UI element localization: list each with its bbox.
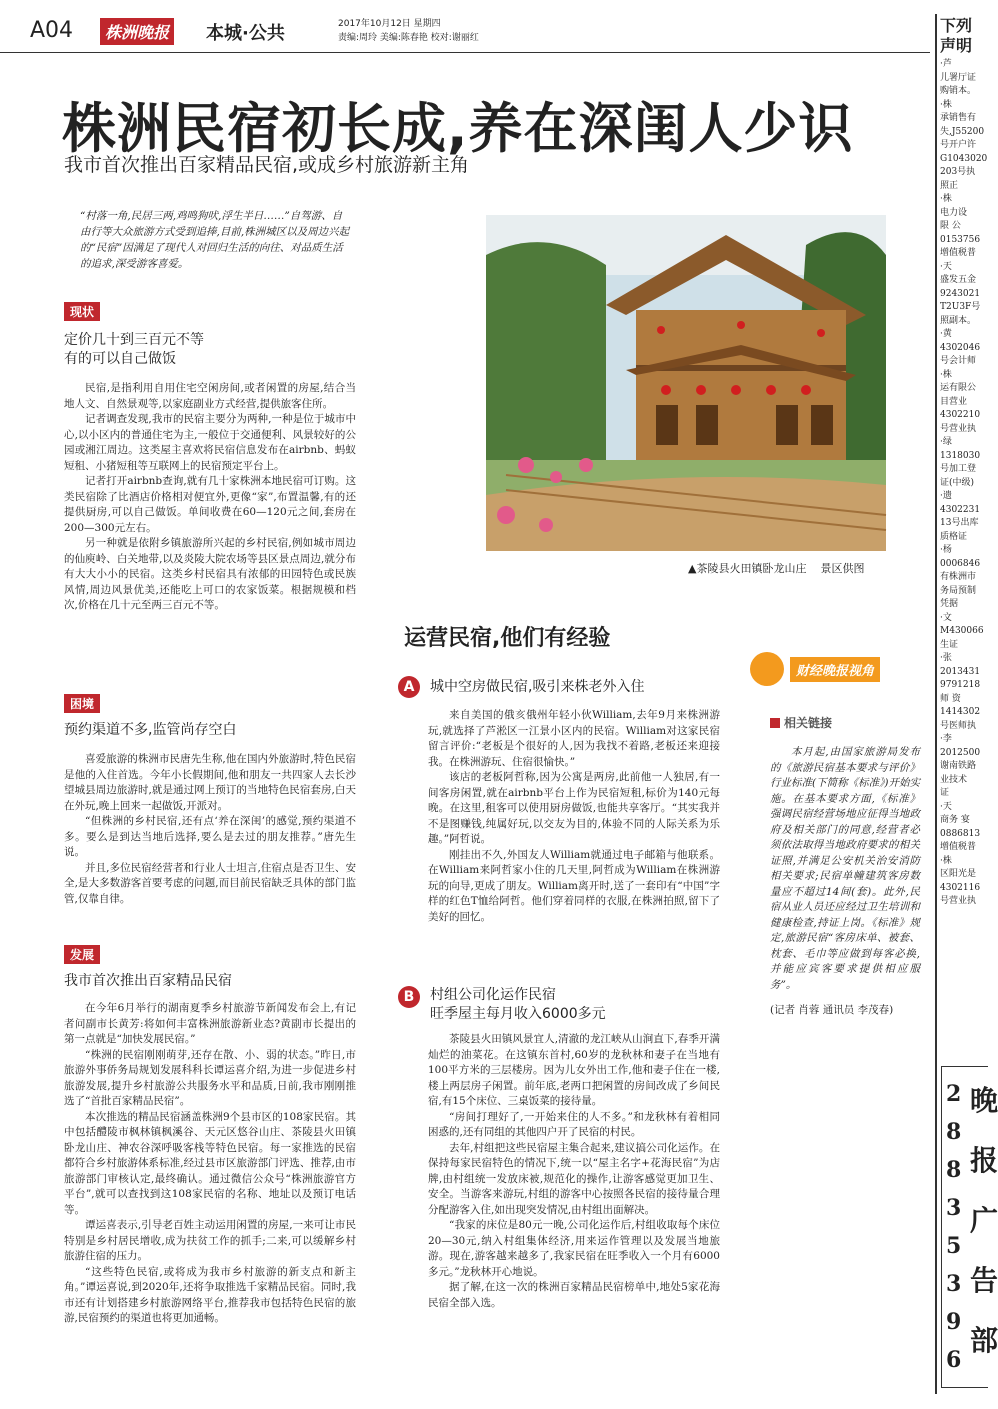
related-byline: (记者 肖蓉 通讯员 李茂春) [770,1004,894,1016]
sidebar-line: ·杨 [940,545,952,555]
sidebar-notices [935,14,998,1394]
page-header [0,0,930,53]
villa-illustration [486,215,886,551]
sidebar-line: 区阳光是 [940,869,977,879]
sidebar-line: 4302046 [940,342,981,353]
body-paragraph: 谭运喜表示,引导老百姓主动运用闲置的房屋,一来可让市民特别是乡村居民增收,成为扶贫工作的抓手;二来,可以缓解乡村旅游住宿的压力。 [64,1219,356,1262]
badge-circle-icon [750,652,784,686]
sidebar-line: ·株 [940,194,952,204]
sidebar-line: 2013431 [940,666,981,677]
sidebar-line: 失,J55200 [940,126,985,137]
related-title: 相关链接 [784,716,833,730]
story-title: 旺季屋主每月收入6000多元 [430,1006,606,1022]
body-paragraph: “但株洲的乡村民宿,还有点‘养在深闺’的感觉,预约渠道不多。要么是到达当地后选择,要么是去过的朋友推荐。”唐先生说。 [64,815,356,858]
sidebar-line: 增值税普 [940,248,977,258]
section-title: 我市首次推出百家精品民宿 [64,973,232,989]
section-title: 预约渠道不多,监管尚存空白 [64,722,237,738]
body-paragraph: “这些特色民宿,或将成为我市乡村旅游的新支点和新主角。”谭运喜说,到2020年,还将争取推选千家精品民宿。同时,我市还有计划搭建乡村旅游网络平台,推荐我市包括特色民宿的旅游,民宿预约的渠道也将更加通畅。 [64,1265,356,1324]
sidebar-line: 1318030 [940,450,981,461]
sidebar-line: ·株 [940,99,952,110]
sidebar-line: 限 公 [940,221,961,231]
sidebar-line: 号医师执 [940,720,977,731]
section-development [64,945,356,1327]
sidebar-line: 号营业执 [940,423,977,434]
sidebar-line: ·张 [940,653,952,663]
experience-title: 运营民宿,他们有经验 [404,626,611,651]
sidebar-line: 2012500 [940,747,981,758]
photo-wolong-villa [486,215,886,551]
body-paragraph: 去年,村组把这些民宿屋主集合起来,建议搞公司化运作。在保持每家民宿特色的情况下,统一以“屋主名字+花海民宿”为店牌,由村组统一发放床被,规范化的操作,让游客感觉更加卫生、安全。当游客来游玩,村组的游客中心按照各民宿的接待量合理分配游客入住,如出现突发情况,由村组出面解决。 [428,1141,720,1216]
section-tag: 困境 [64,694,100,713]
column-badge [744,650,924,688]
sidebar-line: 9791218 [940,680,981,690]
sidebar-line: T2U3F号 [940,302,981,312]
sidebar-line: 有株洲市 [940,572,977,582]
story-a [398,676,720,925]
related-text: 本月起,由国家旅游局发布的《旅游民宿基本要求与评价》行业标准(下简称《标准》)开始实施。在基本要求方面,《标准》强调民宿经营场地应征得当地政府及相关部门的同意,经营者必须依法取得当地政府要求的相关证照,并满足公安机关治安消防相关要求;民宿单幢建筑客房数量应不超过14间(套)。此外,民宿从业人员还应经过卫生培训和健康检查,持证上岗。《标准》规定,旅游民宿“客房床单、被套、枕套、毛巾等应做到每客必换,并能应宾客要求提供相应服务”。 [770,746,920,991]
sidebar-line: 照正 [940,180,959,191]
body-paragraph: 并且,多位民宿经营者和行业人士坦言,住宿点是否卫生、安全,是大多数游客首要考虑的问题,而目前民宿缺乏具体的部门监管,仅靠自律。 [64,861,356,905]
sidebar-line: 13号出库 [940,518,979,528]
body-paragraph: 另一种就是依附乡镇旅游所兴起的乡村民宿,例如城市周边的仙庾岭、白关地带,以及炎陵大院农场等县区景点周边,就分布有大大小小的民宿。这类乡村民宿具有浓郁的田园特色或民族风情,周边风景优美,还能吃上可口的农家饭菜。根据规模和档次,价格在几十元至两三百元不等。 [64,537,356,611]
page-number: A04 [30,18,74,43]
section-difficulty [64,694,356,907]
story-mark: A [398,676,420,698]
sidebar-line: ·株 [940,369,952,380]
body-paragraph: 记者打开airbnb查询,就有几十家株洲本地民宿可订购。这类民宿除了比酒店价格相对便宜外,更像“家”,布置温馨,有的还提供厨房,可以自己做饭。单间收费在60—120元之间,套房在200—300元左右。 [64,475,356,534]
body-paragraph: 民宿,是指利用自用住宅空闲房间,或者闲置的房屋,结合当地人文、自然景观等,以家庭副业方式经营,提供旅客住所。 [64,382,356,410]
headline: 株洲民宿初长成,养在深闺人少识 [62,97,854,160]
body-paragraph: 本次推选的精品民宿涵盖株洲9个县市区的108家民宿。其中包括醴陵市枫林镇枫溪谷、天元区悠谷山庄、茶陵县火田镇卧龙山庄、神农谷深呼吸客栈等特色民宿。每一家推选的民宿都符合乡村旅游体系标准,经过县市区旅游部门评选、推荐,由市旅游部门审核认定,最终确认。通过微信公众号“株洲旅游官方平台”,就可以查找到这108家民宿的名称、地址以及预订电话等。 [64,1110,356,1216]
sidebar-line: 证(中级) [940,477,975,488]
sidebar-line: ·株 [940,855,952,866]
sidebar-line: 承销售有 [940,113,977,123]
body-paragraph: 茶陵县火田镇风景宜人,清澈的龙江峡从山涧直下,春季开满灿烂的油菜花。在这镇东首村,60岁的龙秋林和妻子在当地有100平方米的三层楼房。因为儿女外出工作,他和妻子住在一楼,楼上两层房子闲置。前年底,老两口把闲置的房间改成了乡间民宿,有15个床位、三桌饭菜的接待量。 [428,1033,720,1107]
sidebar-line: ·天 [940,261,952,272]
sidebar-heading: 下列声明 [940,16,973,55]
sidebar-line: 4302210 [940,410,981,420]
section-tag: 现状 [64,302,100,321]
body-paragraph: 喜爱旅游的株洲市民唐先生称,他在国内外旅游时,特色民宿是他的入住首选。今年小长假期间,他和朋友一共四家人去长沙望城县周边旅游时,就是通过网上预订的当地特色民宿套房,白天在外玩,晚上回来一起做饭,开派对。 [64,753,356,812]
related-icon [770,718,780,728]
sidebar-line: M430066 [940,626,984,636]
body-paragraph: 在今年6月举行的湖南夏季乡村旅游节新闻发布会上,有记者问副市长黄芳:将如何丰富株洲旅游新业态?黄副市长提出的第一点就是“加快发展民宿。” [64,1002,356,1045]
photo-caption: ▲茶陵县火田镇卧龙山庄 景区供图 [688,562,865,575]
sidebar-line: ·天 [940,801,952,812]
sidebar-line: 203号执 [940,167,976,177]
sidebar-line: 业技术 [940,774,968,785]
date-line: 2017年10月12日 星期四 [338,19,441,29]
paper-logo: 株洲晚报 [100,18,174,45]
sidebar-line: 谢南铁路 [940,761,977,771]
sidebar-line: 号加工登 [940,464,977,474]
sidebar-line: 0153756 [940,234,981,245]
sidebar-line: 9243021 [940,288,981,299]
sidebar-line: 质格证 [940,531,968,542]
sidebar-line: 盛发五金 [940,275,977,285]
sidebar-line: 照副本。 [940,315,977,326]
sidebar-line: ·黄 [940,329,952,339]
sidebar-line: ·文 [940,612,952,623]
section-title: 定价几十到三百元不等 [64,332,204,348]
sidebar-line: 号营业执 [940,896,977,906]
ad-box [941,1066,998,1388]
ad-label: 晚报广告部 [970,1084,998,1357]
related-link [770,714,920,1018]
badge-label: 财经晚报视角 [790,657,880,682]
sidebar-line: G1043020 [940,153,988,164]
sidebar-line: 目营业 [940,396,968,407]
sidebar-line: ·绿 [940,437,952,447]
sidebar-line: 号会计师 [940,356,977,366]
sidebar-line: 儿署厅证 [940,72,977,83]
sidebar-line: 运有限公 [940,383,977,393]
body-paragraph: “株洲的民宿刚刚萌芽,还存在散、小、弱的状态。”昨日,市旅游外事侨务局规划发展科科长谭运喜介绍,为进一步促进乡村旅游发展,提升乡村旅游公共服务水平和品质,日前,我市刚刚推选了“首批百家精品民宿”。 [64,1048,356,1107]
sidebar-line: 购销本。 [940,86,977,96]
sidebar-line: 务局预制 [940,585,977,596]
sidebar-line: 电力设 [940,207,968,218]
section-title: 有的可以自己做饭 [64,351,176,367]
body-paragraph: 据了解,在这一次的株洲百家精品民宿榜单中,地处5家花海民宿全部入选。 [428,1281,720,1309]
sidebar-lines [937,58,987,909]
story-b [398,986,720,1311]
body-paragraph: 记者调查发现,我市的民宿主要分为两种,一种是位于城市中心,以小区内的普通住宅为主,一般位于交通便利、风景较好的公园或湘江周边。这类屋主喜欢将民宿信息发布在airbnb、蚂蚁短租、小猪短租等互联网上的民宿预定平台上。 [64,413,356,472]
lead-paragraph: “村落一角,民居三两,鸡鸣狗吠,浮生半日……”自驾游、自由行等大众旅游方式受到追捧,目前,株洲城区以及周边兴起的“民宿”因满足了现代人对回归生活的向往、对品质生活的追求,深受游客喜爱。 [80,210,350,270]
section-status [64,302,356,614]
sidebar-line: 号开户许 [940,140,977,150]
sidebar-line: 凭据 [940,599,959,609]
body-paragraph: “我家的床位是80元一晚,公司化运作后,村组收取每个床位20—30元,纳入村组集体经济,用来运作管理以及发展当地旅游。现在,游客越来越多了,我家民宿在旺季收入一个月有6000多元。”龙秋林开心地说。 [428,1219,720,1278]
section-name: 本城·公共 [206,23,285,44]
story-mark: B [398,986,420,1008]
sidebar-line: ·遗 [940,491,952,501]
sidebar-line: 1414302 [940,707,981,717]
subheadline: 我市首次推出百家精品民宿,或成乡村旅游新主角 [64,154,470,176]
body-paragraph: 来自美国的俄亥俄州年轻小伙William,去年9月来株洲游玩,就选择了芦淞区一江景小区内的民宿。William对这家民宿留言评价:“老板是个很好的人,因为我找不着路,老板还来迎接我。在株洲游玩、住宿很愉快。” [428,709,720,768]
body-paragraph: 该店的老板阿哲称,因为公寓是两房,此前他一人独居,有一间客房闲置,就在airbnb平台上作为民宿短租,标价为140元每晚。在这里,租客可以使用厨房做饭,也能共享客厅。“其实我并不是图赚钱,纯属好玩,以交友为目的,体验不同的人际关系为乐趣。”阿哲说。 [428,771,720,845]
sidebar-line: 师 资 [940,693,961,704]
sidebar-line: 4302116 [940,882,981,893]
editor-line: 责编:周玲 美编:陈春艳 校对:谢丽红 [338,33,479,43]
sidebar-line: 证 [940,788,950,798]
sidebar-line: 增值税普 [940,842,977,852]
story-title: 村组公司化运作民宿 [430,987,556,1003]
body-paragraph: 刚挂出不久,外国友人William就通过电子邮箱与他联系。在William来阿哲家小住的几天里,阿哲成为William在株洲游玩的向导,更成了朋友。William离开时,送了一套印有“中国”字样的红色T恤给阿哲。他们穿着同样的衣服,在株洲拍照,留下了美好的回忆。 [428,848,720,923]
sidebar-line: ·芦 [940,59,952,69]
sidebar-line: 生证 [940,639,959,650]
sidebar-line: 0006846 [940,558,981,569]
sidebar-line: ·李 [940,734,952,744]
ad-phone: 28835396 [946,1081,962,1373]
sidebar-line: 商务 宴 [940,815,970,825]
body-paragraph: “房间打理好了,一开始来住的人不多。”和龙秋林有着相同困惑的,还有同组的其他四户开了民宿的村民。 [428,1110,720,1138]
sidebar-line: 4302231 [940,504,981,515]
section-tag: 发展 [64,945,100,964]
sidebar-line: 0886813 [940,828,981,839]
story-title: 城中空房做民宿,吸引来株老外入住 [430,678,645,695]
